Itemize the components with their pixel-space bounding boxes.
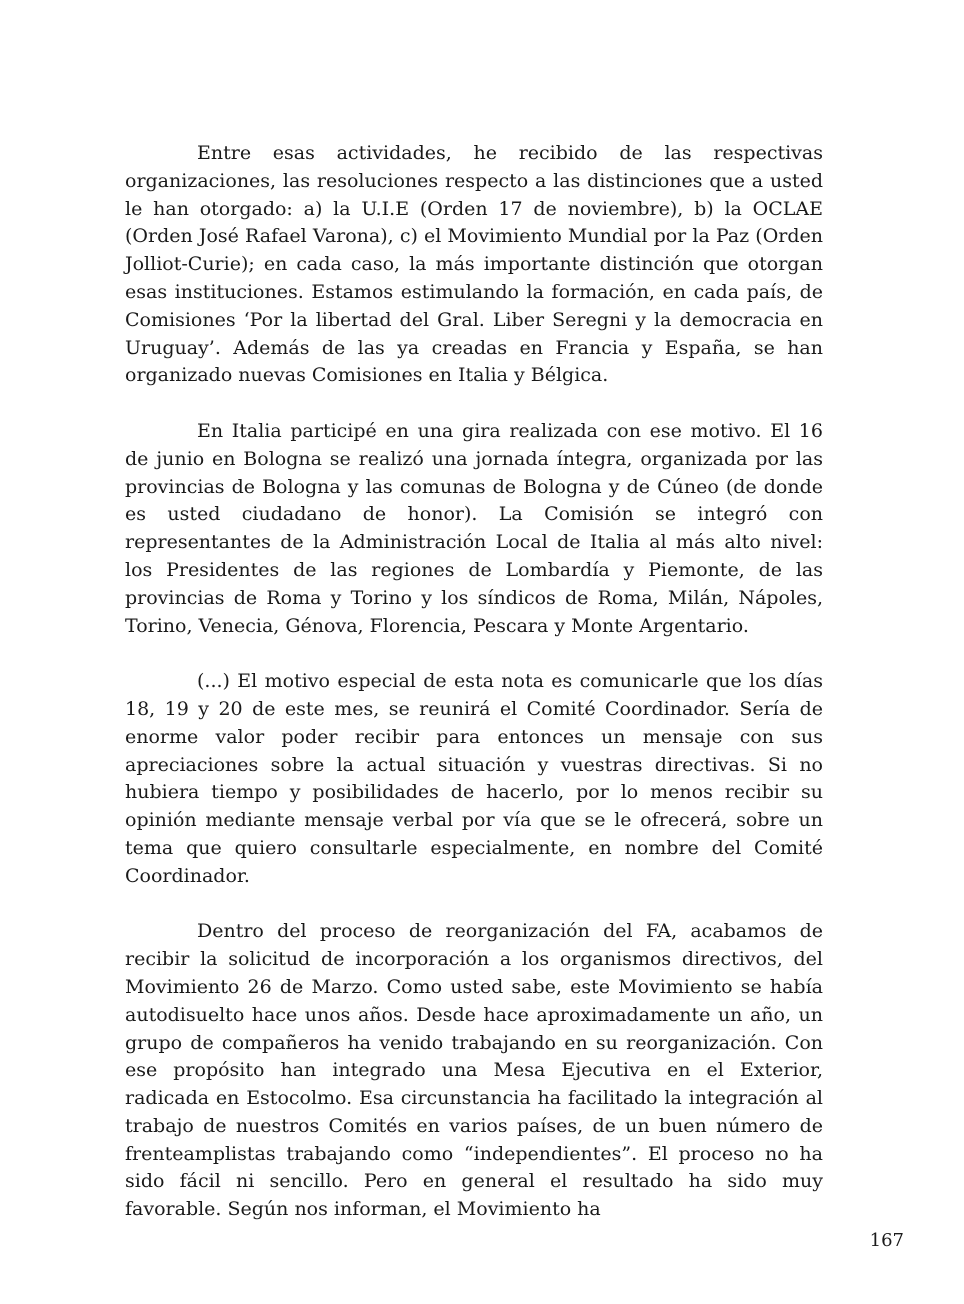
paragraph-3: (...) El motivo especial de esta nota es comunicarle que los días 18, 19 y 20 de este mes, se reunirá el Comité Coordinador. Sería de enorme valor poder recibir para entonces un mensaje con sus apreciaciones sobre la actual situación y vuestras directivas. Si no hubiera tiempo y posibilidades de hacerlo, por lo menos recibir su opinión mediante mensaje verbal por vía que se le ofrecerá, sobre un tema que quiero consultarle especialmente, en nombre del Comité Coordinador. <box>125 670 823 887</box>
paragraph-4: Dentro del proceso de reorganización del FA, acabamos de recibir la solicitud de incorporación a los organismos directivos, del Movimiento 26 de Marzo. Como usted sabe, este Movimiento se había autodisuelto hace unos años. Desde hace aproximadamente un año, un grupo de compañeros ha venido trabajando en su reorganización. Con ese propósito han integrado una Mesa Ejecutiva en el Exterior, radicada en Estocolmo. Esa circunstancia ha facilitado la integración al trabajo de nuestros Comités en varios países, de un buen número de frenteamplistas trabajando como “independientes”. El proceso no ha sido fácil ni sencillo. Pero en general el resultado ha sido muy favorable. Según nos informan, el Movimiento ha <box>125 920 823 1221</box>
page-number: 167 <box>869 1230 904 1251</box>
paragraph-2: En Italia participé en una gira realizada con ese motivo. El 16 de junio en Bologna se realizó una jornada íntegra, organizada por las provincias de Bologna y las comunas de Bologna y de Cúneo (de donde es usted ciudadano de honor). La Comisión se integró con representantes de la Administración Local de Italia al más alto nivel: los Presidentes de las regiones de Lombardía y Piemonte, de las provincias de Roma y Torino y los síndicos de Roma, Milán, Nápoles, Torino, Venecia, Génova, Florencia, Pescara y Monte Argentario. <box>125 419 823 637</box>
paragraph-1: Entre esas actividades, he recibido de las respectivas organizaciones, las resoluciones respecto a las distinciones que a usted le han otorgado: a) la U.I.E (Orden 17 de noviembre), b) la OCLAE (Orden José Rafael Varona), c) el Movimiento Mundial por la Paz (Orden Jolliot-Curie); en cada caso, la más importante distinción que otorgan esas instituciones. Estamos estimulando la formación, en cada país, de Comisiones ‘Por la libertad del Gral. Liber Seregni y la democracia en Uruguay’. Además de las ya creadas en Francia y España, se han organizado nuevas Comisiones en Italia y Bélgica. <box>125 142 823 387</box>
body-text <box>125 140 823 1224</box>
